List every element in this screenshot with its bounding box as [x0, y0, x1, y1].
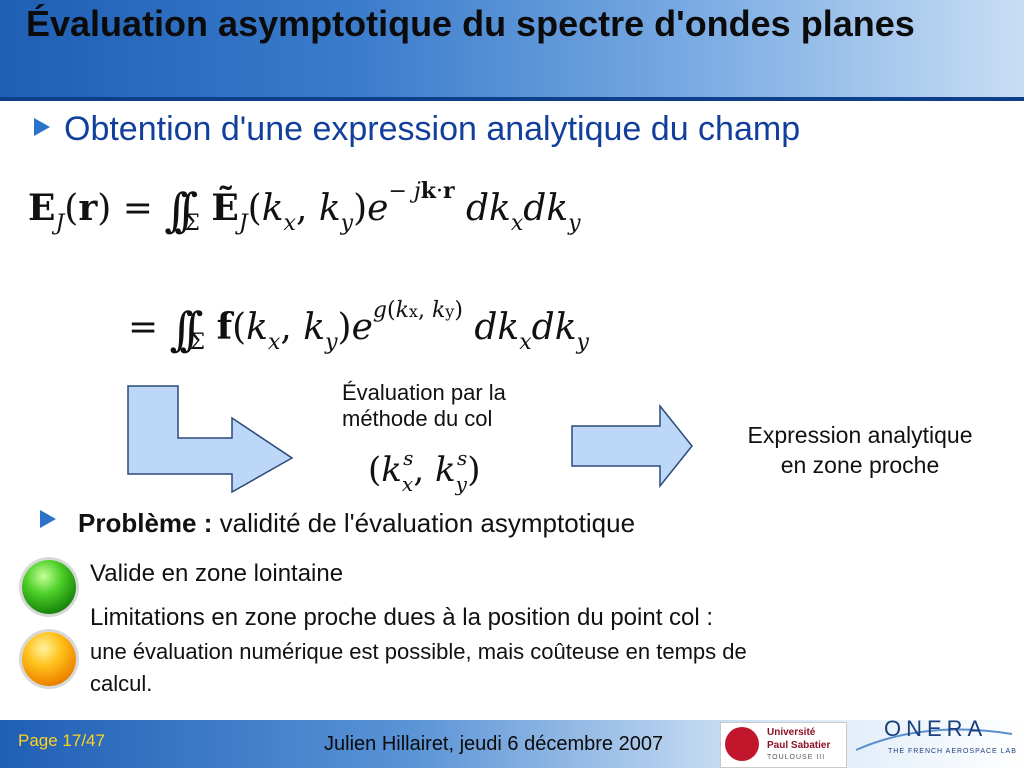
- green-status-icon: [22, 560, 76, 614]
- problem-statement: [78, 508, 635, 539]
- author-date: Julien Hillairet, jeudi 6 décembre 2007: [324, 733, 664, 755]
- bullet-triangle-icon: [34, 118, 50, 136]
- university-emblem-icon: [725, 727, 759, 761]
- slide-title: Évaluation asymptotique du spectre d'ondes planes: [26, 3, 915, 44]
- onera-tagline: THE FRENCH AEROSPACE LAB: [888, 748, 1017, 755]
- bullet-triangle-icon: [40, 510, 56, 528]
- page-number: Page 17/47: [18, 731, 105, 750]
- university-logo: Université Paul Sabatier TOULOUSE III: [720, 722, 847, 768]
- onera-logo: ONERA: [884, 716, 988, 741]
- near-zone-limitation: Limitations en zone proche dues à la position du point col :: [90, 604, 714, 631]
- orange-status-icon: [22, 632, 76, 686]
- right-arrow-shape: [570, 402, 696, 490]
- problem-label: Problème :: [78, 508, 213, 538]
- equation-field-integral: $E_J(r) = \int\int_\Sigma$ $Ẽ_J(k_x$, $k_y)e^{- jk\cdot r}$ $dk_xdk_y$: [28, 178, 581, 237]
- problem-text: validité de l'évaluation asymptotique: [219, 508, 636, 538]
- saddle-point-coordinates: ($k_x^s$, $k_y^s$): [368, 446, 481, 496]
- near-zone-detail: une évaluation numérique est possible, mais coûteuse en temps de calcul.: [90, 639, 747, 696]
- far-zone-item: Valide en zone lointaine: [90, 560, 344, 587]
- bent-arrow-shape: [120, 384, 300, 496]
- analytic-expression-label: Expression analytique en zone proche: [747, 422, 973, 478]
- slide-subtitle: Obtention d'une expression analytique du champ: [64, 110, 801, 148]
- equation-field-exponential: = $\int\int_\Sigma$ $f(k_x$, $k_y)e^{g(kx, ky)}$ $dk_xdk_y$: [128, 298, 589, 356]
- saddle-point-method-label: Évaluation par la méthode du col: [342, 380, 506, 431]
